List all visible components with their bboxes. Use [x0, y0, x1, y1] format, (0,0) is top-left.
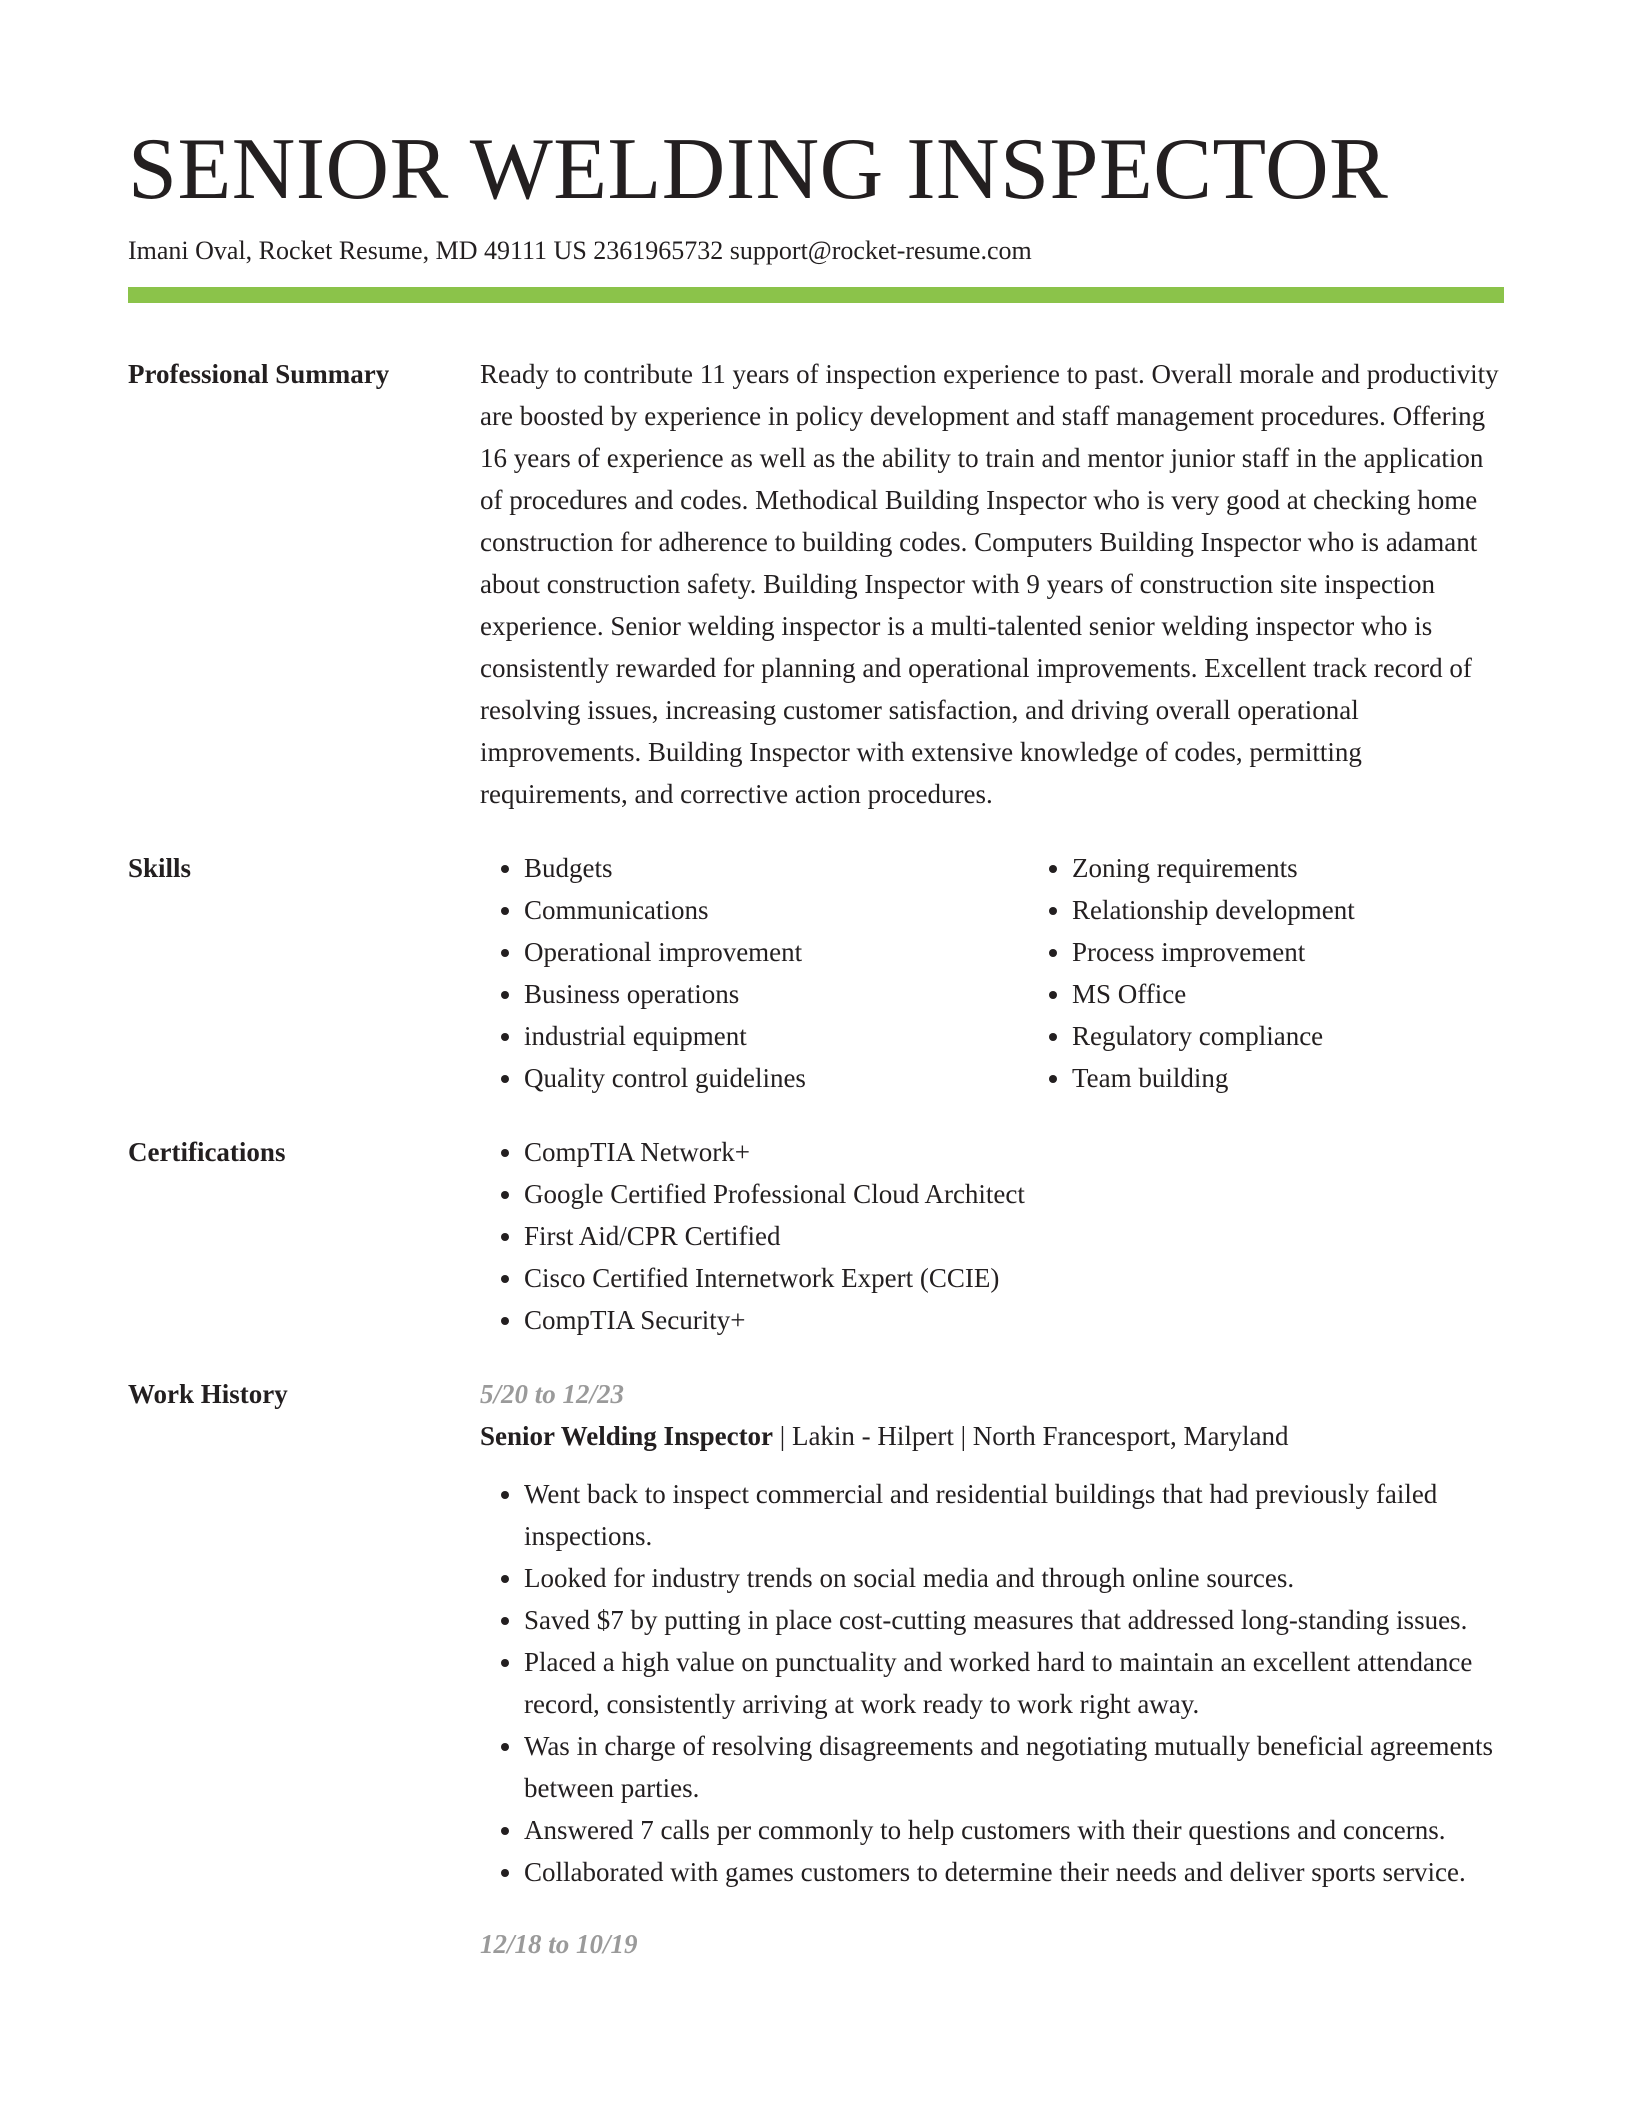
skill-item: • MS Office [1072, 973, 1576, 1015]
skill-item: • Relationship development [1072, 889, 1576, 931]
work-history-section [128, 1373, 1504, 1965]
skill-item: • Budgets [524, 847, 1028, 889]
certification-item: • Cisco Certified Internetwork Expert (CCIE) [524, 1257, 1504, 1299]
skill-item: • Quality control guidelines [524, 1057, 1028, 1099]
job-dates: 5/20 to 12/23 [480, 1379, 625, 1409]
job-entry [480, 1923, 1504, 1965]
job-bullet: • Was in charge of resolving disagreements and negotiating mutually beneficial agreements between parties. [524, 1725, 1504, 1809]
certification-item: • CompTIA Security+ [524, 1299, 1504, 1341]
job-bullets [480, 1473, 1504, 1893]
job-heading [480, 1415, 1504, 1457]
skill-item: • industrial equipment [524, 1015, 1028, 1057]
job-bullet: • Went back to inspect commercial and residential buildings that had previously failed inspections. [524, 1473, 1504, 1557]
certifications-section [128, 1131, 1504, 1341]
section-label-skills: Skills [128, 853, 192, 883]
job-bullet: • Saved $7 by putting in place cost-cutting measures that addressed long-standing issues. [524, 1599, 1504, 1641]
resume-page [128, 0, 1504, 1965]
resume-title: SENIOR WELDING INSPECTOR [128, 121, 1389, 218]
job-bullet: • Looked for industry trends on social media and through online sources. [524, 1557, 1504, 1599]
summary-section [128, 353, 1504, 815]
work-history-content [480, 1373, 1504, 1965]
skill-item: • Team building [1072, 1057, 1576, 1099]
certification-item: • First Aid/CPR Certified [524, 1215, 1504, 1257]
job-bullet: • Placed a high value on punctuality and worked hard to maintain an excellent attendance record, consistently arriving at work ready to work right away. [524, 1641, 1504, 1725]
header-divider [128, 287, 1504, 303]
job-dates: 12/18 to 10/19 [480, 1929, 638, 1959]
job-employer-location: | Lakin - Hilpert | North Francesport, Maryland [773, 1421, 1289, 1451]
certification-item: • CompTIA Network+ [524, 1131, 1504, 1173]
section-label-summary: Professional Summary [128, 359, 390, 389]
skill-item: • Operational improvement [524, 931, 1028, 973]
section-label-work-history: Work History [128, 1379, 288, 1409]
skills-section [128, 847, 1504, 1099]
section-label-certifications: Certifications [128, 1137, 286, 1167]
skill-item: • Process improvement [1072, 931, 1576, 973]
skill-item: • Business operations [524, 973, 1028, 1015]
skills-grid [480, 847, 1576, 1099]
certification-item: • Google Certified Professional Cloud Architect [524, 1173, 1504, 1215]
certifications-list-wrap [480, 1131, 1504, 1341]
skill-item: • Communications [524, 889, 1028, 931]
contact-line: Imani Oval, Rocket Resume, MD 49111 US 2361965732 support@rocket-resume.com [128, 236, 1032, 265]
job-entry [480, 1373, 1504, 1893]
summary-text: Ready to contribute 11 years of inspection experience to past. Overall morale and productivity are boosted by experience in policy development and staff management procedures. Offering 16 years of experience as well as the ability to train and mentor junior staff in the application of procedures and codes. Methodical Building Inspector who is very good at checking home construction for adherence to building codes. Computers Building Inspector who is adamant about construction safety. Building Inspector with 9 years of construction site inspection experience. Senior welding inspector is a multi-talented senior welding inspector who is consistently rewarded for planning and operational improvements. Excellent track record of resolving issues, increasing customer satisfaction, and driving overall operational improvements. Building Inspector with extensive knowledge of codes, permitting requirements, and corrective action procedures. [480, 359, 1499, 809]
job-bullet: • Collaborated with games customers to determine their needs and deliver sports service. [524, 1851, 1504, 1893]
skill-item: • Regulatory compliance [1072, 1015, 1576, 1057]
skills-column-right [1028, 847, 1576, 1099]
job-title: Senior Welding Inspector [480, 1421, 774, 1451]
skill-item: • Zoning requirements [1072, 847, 1576, 889]
skills-column-left [480, 847, 1028, 1099]
certifications-list [480, 1131, 1504, 1341]
job-bullet: • Answered 7 calls per commonly to help customers with their questions and concerns. [524, 1809, 1504, 1851]
